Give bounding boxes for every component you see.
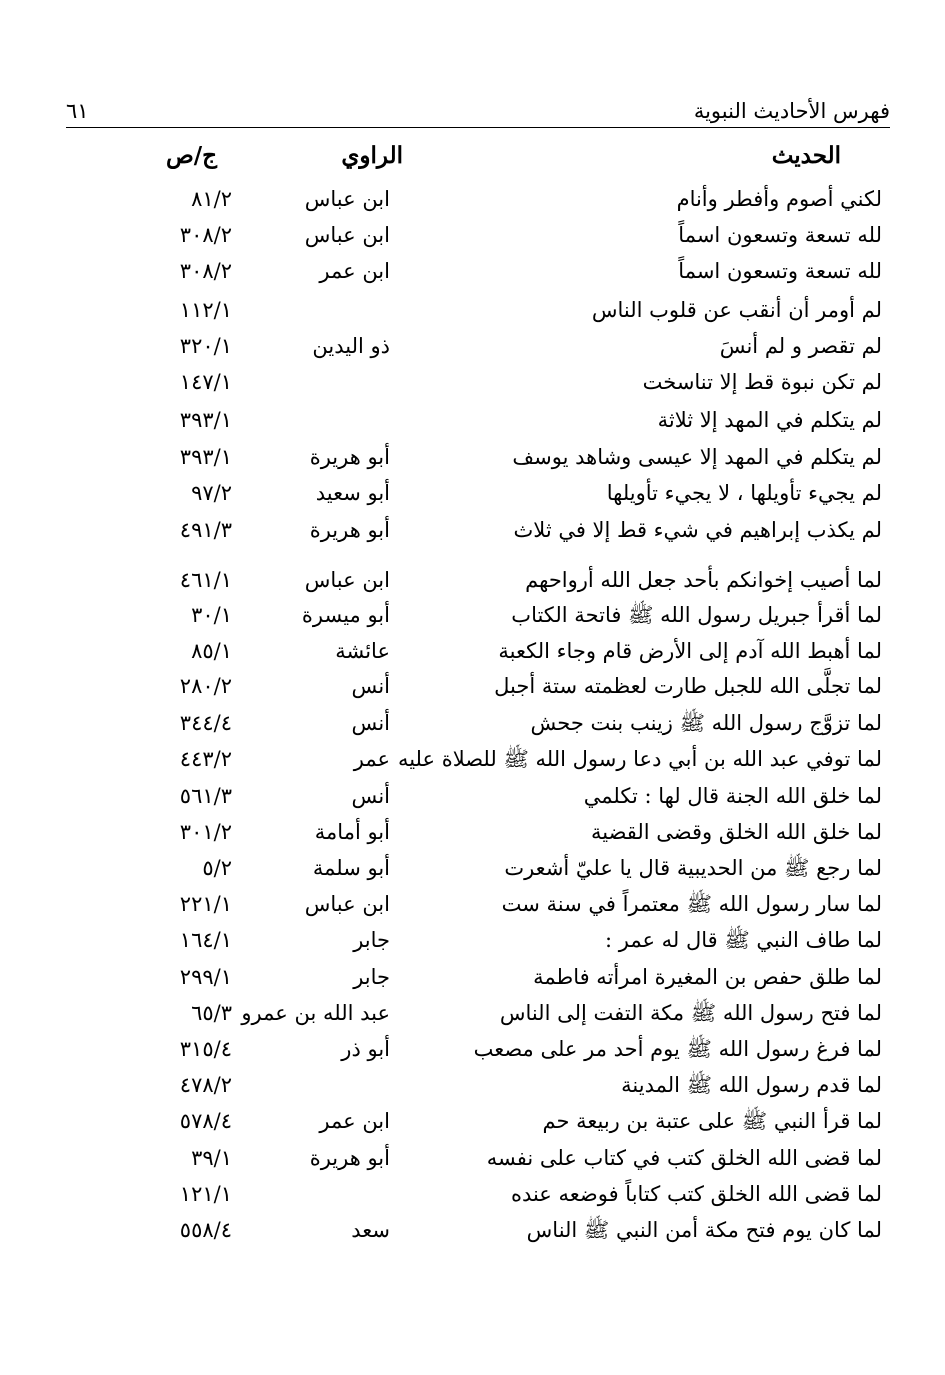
volume-page-ref: ٣٠٨/٢ xyxy=(179,259,232,283)
list-item xyxy=(0,815,945,849)
narrator-name: ابن عمر xyxy=(319,259,390,283)
volume-page-ref: ٤٤٣/٢ xyxy=(179,747,232,771)
list-item xyxy=(0,598,945,632)
hadith-text: لما فتح رسول الله ﷺ مكة التفت إلى الناس xyxy=(499,1001,882,1025)
page-number: ٦١ xyxy=(66,99,89,123)
volume-page-ref: ١١٢/١ xyxy=(179,298,232,322)
narrator-name: عمر xyxy=(353,747,390,771)
column-header-volume-page: ج/ص xyxy=(165,142,217,169)
narrator-name: ابن عباس xyxy=(304,187,390,211)
volume-page-ref: ٤٧٨/٢ xyxy=(179,1073,232,1097)
hadith-text: لما كان يوم فتح مكة أمن النبي ﷺ الناس xyxy=(526,1218,882,1242)
volume-page-ref: ١٦٤/١ xyxy=(179,928,232,952)
hadith-text: لما فرغ رسول الله ﷺ يوم أحد مر على مصعب xyxy=(473,1037,882,1061)
volume-page-ref: ٣٠٨/٢ xyxy=(179,223,232,247)
list-item xyxy=(0,887,945,921)
volume-page-ref: ٢٢١/١ xyxy=(179,892,232,916)
hadith-text: لما سار رسول الله ﷺ معتمراً في سنة ست xyxy=(501,892,882,916)
page-header xyxy=(66,96,890,126)
page-title: فهرس الأحاديث النبوية xyxy=(693,99,890,123)
hadith-text: لكني أصوم وأفطر وأنام xyxy=(676,187,882,211)
volume-page-ref: ١٤٧/١ xyxy=(179,370,232,394)
hadith-text: لما تزوَّج رسول الله ﷺ زينب بنت جحش xyxy=(530,711,882,735)
hadith-text: لم يتكلم في المهد إلا عيسى وشاهد يوسف xyxy=(512,445,882,469)
narrator-name: أبو هريرة xyxy=(309,445,390,469)
hadith-text: لما توفي عبد الله بن أبي دعا رسول الله ﷺ للصلاة عليه xyxy=(397,747,882,771)
list-item xyxy=(0,1141,945,1175)
list-item xyxy=(0,779,945,813)
hadith-text: لما أهبط الله آدم إلى الأرض قام وجاء الكعبة xyxy=(498,639,882,663)
hadith-text: لما طاف النبي ﷺ قال له عمر : xyxy=(604,928,882,952)
narrator-name: جابر xyxy=(353,965,390,989)
list-item xyxy=(0,563,945,597)
list-item xyxy=(0,1213,945,1247)
hadith-text: لما قضى الله الخلق كتب في كتاب على نفسه xyxy=(486,1146,882,1170)
list-item xyxy=(0,218,945,252)
list-item xyxy=(0,996,945,1030)
list-item xyxy=(0,669,945,703)
list-item xyxy=(0,329,945,363)
list-item xyxy=(0,182,945,216)
hadith-text: لما قدم رسول الله ﷺ المدينة xyxy=(621,1073,882,1097)
list-item xyxy=(0,960,945,994)
narrator-name: أبو سعيد xyxy=(315,481,390,505)
narrator-name: جابر xyxy=(353,928,390,952)
volume-page-ref: ٨١/٢ xyxy=(191,187,232,211)
volume-page-ref: ٣١٥/٤ xyxy=(179,1037,232,1061)
hadith-text: لله تسعة وتسعون اسماً xyxy=(678,259,882,283)
narrator-name: أنس xyxy=(351,784,390,808)
volume-page-ref: ٥٧٨/٤ xyxy=(179,1109,232,1133)
volume-page-ref: ٢٩٩/١ xyxy=(179,965,232,989)
column-headers xyxy=(0,138,945,174)
narrator-name: أبو أمامة xyxy=(314,820,390,844)
list-item xyxy=(0,293,945,327)
list-item xyxy=(0,403,945,437)
hadith-text: لم أومر أن أنقب عن قلوب الناس xyxy=(591,298,882,322)
narrator-name: ابن عباس xyxy=(304,892,390,916)
volume-page-ref: ٣٠١/٢ xyxy=(179,820,232,844)
list-item xyxy=(0,513,945,547)
narrator-name: ذو اليدين xyxy=(312,334,390,358)
narrator-name: ابن عمر xyxy=(319,1109,390,1133)
volume-page-ref: ٣٠/١ xyxy=(191,603,232,627)
narrator-name: أبو هريرة xyxy=(309,518,390,542)
narrator-name: عبد الله بن عمرو xyxy=(241,1001,390,1025)
volume-page-ref: ٣٢٠/١ xyxy=(179,334,232,358)
list-item xyxy=(0,440,945,474)
volume-page-ref: ٦٥/٣ xyxy=(191,1001,232,1025)
narrator-name: أنس xyxy=(351,711,390,735)
volume-page-ref: ٣٩٣/١ xyxy=(179,408,232,432)
list-item xyxy=(0,1177,945,1211)
hadith-text: لله تسعة وتسعون اسماً xyxy=(678,223,882,247)
list-item xyxy=(0,1068,945,1102)
header-rule xyxy=(66,127,890,128)
narrator-name: أبو ميسرة xyxy=(301,603,390,627)
hadith-text: لما أقرأ جبريل رسول الله ﷺ فاتحة الكتاب xyxy=(511,603,882,627)
hadith-text: لما قضى الله الخلق كتب كتاباً فوضعه عنده xyxy=(510,1182,882,1206)
column-header-narrator: الراوي xyxy=(341,142,403,169)
volume-page-ref: ٨٥/١ xyxy=(191,639,232,663)
list-item xyxy=(0,742,945,776)
list-item xyxy=(0,923,945,957)
hadith-text: لم يتكلم في المهد إلا ثلاثة xyxy=(657,408,882,432)
narrator-name: أبو ذر xyxy=(341,1037,390,1061)
hadith-text: لما تجلَّى الله للجبل طارت لعظمته ستة أجبل xyxy=(494,674,882,698)
hadith-text: لما رجع ﷺ من الحديبية قال يا عليّ أشعرت xyxy=(504,856,882,880)
volume-page-ref: ٤٦١/١ xyxy=(179,568,232,592)
volume-page-ref: ٣٩/١ xyxy=(191,1146,232,1170)
hadith-text: لم تكن نبوة قط إلا تناسخت xyxy=(642,370,882,394)
list-item xyxy=(0,1104,945,1138)
hadith-text: لم تقصر و لم أنسَ xyxy=(719,334,882,358)
volume-page-ref: ٥/٢ xyxy=(202,856,232,880)
list-item xyxy=(0,706,945,740)
hadith-text: لما خلق الله الجنة قال لها : تكلمي xyxy=(583,784,882,808)
volume-page-ref: ٥٥٨/٤ xyxy=(179,1218,232,1242)
volume-page-ref: ٣٤٤/٤ xyxy=(179,711,232,735)
volume-page-ref: ٣٩٣/١ xyxy=(179,445,232,469)
narrator-name: أنس xyxy=(351,674,390,698)
narrator-name: أبو سلمة xyxy=(312,856,390,880)
volume-page-ref: ٥٦١/٣ xyxy=(179,784,232,808)
list-item xyxy=(0,365,945,399)
hadith-text: لما خلق الله الخلق وقضى القضية xyxy=(590,820,882,844)
narrator-name: ابن عباس xyxy=(304,568,390,592)
volume-page-ref: ٢٨٠/٢ xyxy=(179,674,232,698)
volume-page-ref: ٩٧/٢ xyxy=(191,481,232,505)
hadith-text: لم يجيء تأويلها ، لا يجيء تأويلها xyxy=(606,481,882,505)
narrator-name: أبو هريرة xyxy=(309,1146,390,1170)
narrator-name: عائشة xyxy=(335,639,390,663)
volume-page-ref: ١٢١/١ xyxy=(179,1182,232,1206)
narrator-name: سعد xyxy=(351,1218,390,1242)
list-item xyxy=(0,476,945,510)
narrator-name: ابن عباس xyxy=(304,223,390,247)
list-item xyxy=(0,634,945,668)
list-item xyxy=(0,1032,945,1066)
hadith-text: لما قرأ النبي ﷺ على عتبة بن ربيعة حم xyxy=(542,1109,882,1133)
volume-page-ref: ٤٩١/٣ xyxy=(179,518,232,542)
hadith-text: لما أصيب إخوانكم بأحد جعل الله أرواحهم xyxy=(525,568,882,592)
column-header-hadith: الحديث xyxy=(771,142,841,169)
list-item xyxy=(0,851,945,885)
list-item xyxy=(0,254,945,288)
hadith-text: لم يكذب إبراهيم في شيء قط إلا في ثلاث xyxy=(513,518,882,542)
hadith-text: لما طلق حفص بن المغيرة امرأته فاطمة xyxy=(533,965,882,989)
